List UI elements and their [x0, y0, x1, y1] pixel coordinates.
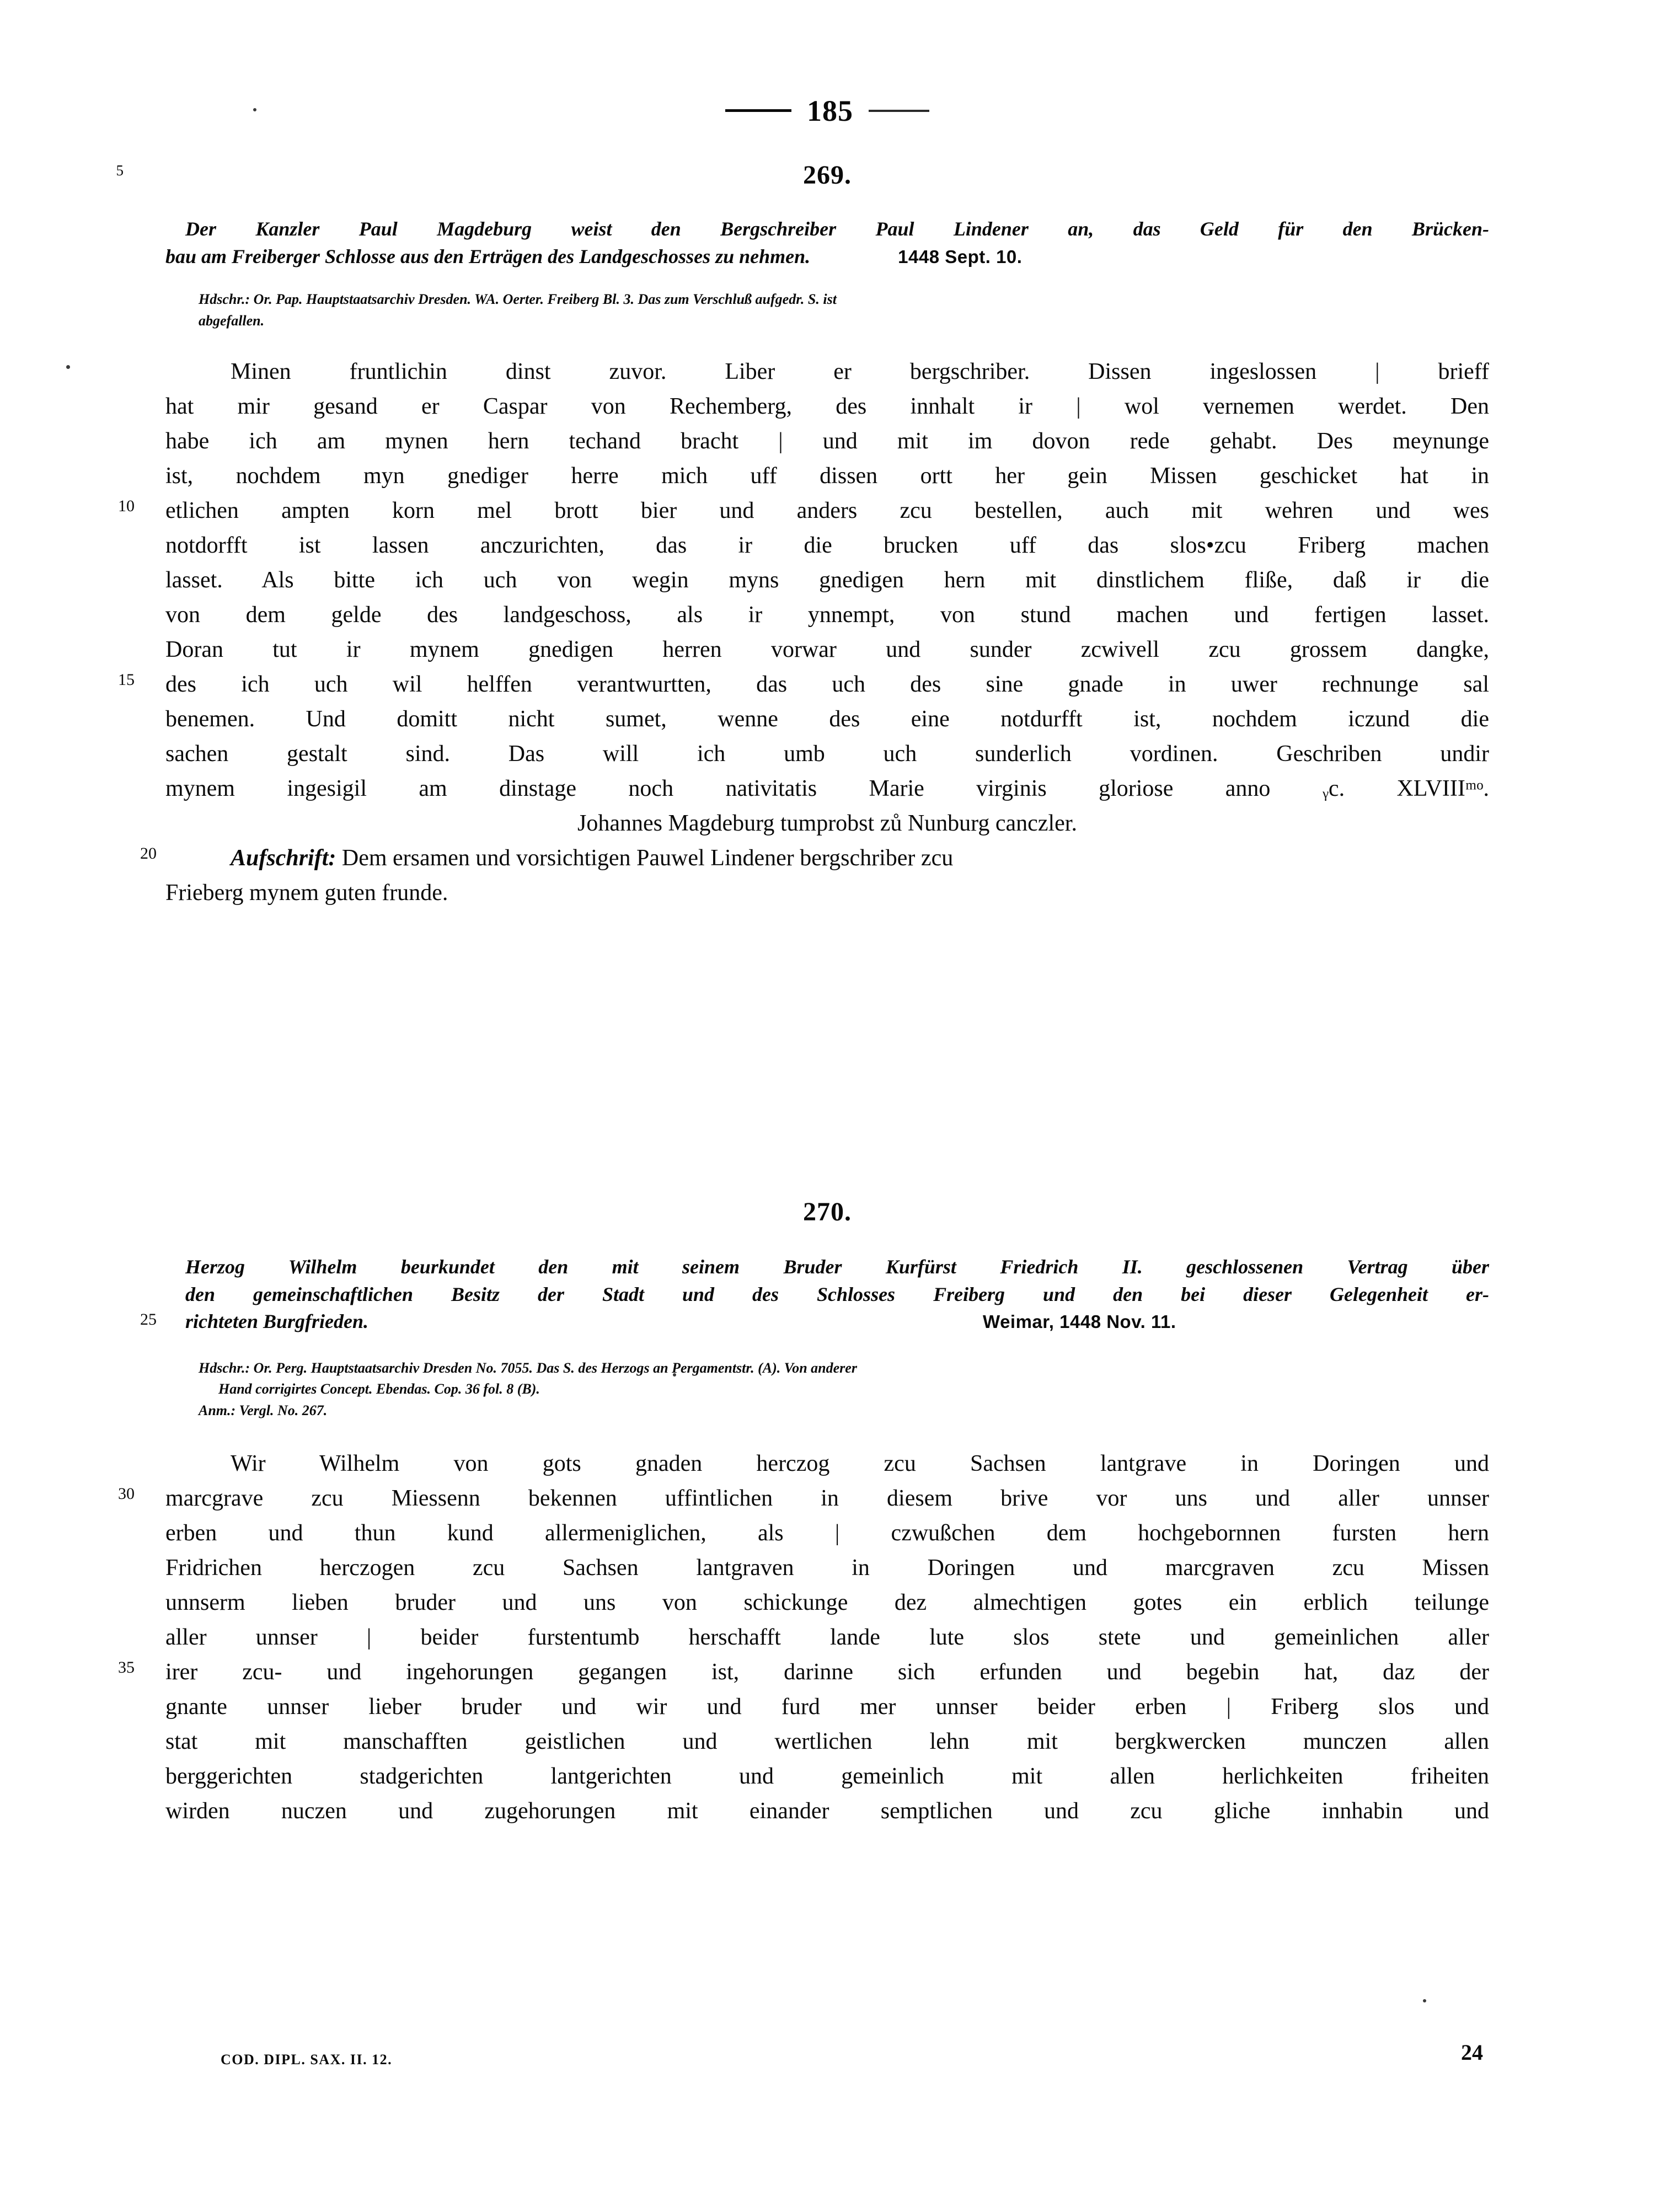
body-line: 10 etlichen ampten korn mel brott bier und anders zcu bestellen, auch mit wehren und wes	[165, 494, 1489, 528]
charter-269	[116, 160, 1489, 910]
body-line: ist, nochdem myn gnediger herre mich uff dissen ortt her gein Missen geschicket hat in	[165, 463, 1489, 489]
body-line: unnserm lieben bruder und uns von schickunge dez almechtigen gotes ein erblich teilunge	[165, 1590, 1489, 1616]
line-number: 20	[140, 844, 157, 863]
charter-body	[118, 355, 1489, 910]
line-number: 10	[118, 497, 135, 516]
body-line: berggerichten stadgerichten lantgerichten und gemeinlich mit allen herlichkeiten friheiten	[165, 1764, 1489, 1790]
body-line: erben und thun kund allermeniglichen, als | czwußchen dem hochgebornnen fursten hern	[165, 1520, 1489, 1546]
running-head	[165, 94, 1489, 128]
body-line-address: 20 Aufschrift: Dem ersamen und vorsichtigen Pauwel Lindener bergschriber zcu	[165, 841, 1489, 876]
body-line: Doran tut ir mynem gnedigen herren vorwar und sunder zcwivell zcu grossem dangke,	[165, 637, 1489, 663]
charter-headnote	[140, 1254, 1489, 1336]
headnote-line: Herzog Wilhelm beurkundet den mit seinem Bruder Kurfürst Friedrich II. geschlossenen Vertrag über	[185, 1256, 1489, 1278]
headnote-line: 25 richteten Burgfrieden. Weimar, 1448 Nov. 11.	[185, 1308, 1489, 1336]
body-line: wirden nuczen und zugehorungen mit einander semptlichen und zcu gliche innhabin und	[165, 1798, 1489, 1824]
line-number: 25	[140, 1310, 157, 1329]
headnote-line: Der Kanzler Paul Magdeburg weist den Bergschreiber Paul Lindener an, das Geld für den Brücken-	[185, 218, 1489, 240]
charter-270	[118, 1197, 1489, 1829]
headnote-line: bau am Freiberger Schlosse aus den Erträgen des Landgeschosses zu nehmen. 1448 Sept. 10.	[165, 245, 1023, 267]
headnote-dateline: 1448 Sept. 10.	[898, 246, 1023, 267]
scan-speck	[1423, 1999, 1426, 2002]
page-number: 185	[807, 94, 853, 127]
source-note-line: Hdschr.: Or. Pap. Hauptstaatsarchiv Dresden. WA. Oerter. Freiberg Bl. 3. Das zum Verschluß aufgedr. S. ist	[199, 291, 837, 308]
body-line-signature: Johannes Magdeburg tumprobst zů Nunburg canczler.	[577, 811, 1077, 837]
body-line: aller unnser | beider furstentumb herschafft lande lute slos stete und gemeinlichen aller	[165, 1625, 1489, 1651]
charter-source-note	[165, 1358, 1489, 1421]
headnote-dateline: Weimar, 1448 Nov. 11.	[983, 1311, 1176, 1332]
source-note-line: Hdschr.: Or. Perg. Hauptstaatsarchiv Dresden No. 7055. Das S. des Herzogs an Pergamentstr. (A). Von anderer	[199, 1360, 857, 1377]
charter-headnote	[165, 216, 1489, 270]
body-line: 30 marcgrave zcu Miessenn bekennen uffintlichen in diesem brive vor uns und aller unnser	[165, 1481, 1489, 1516]
line-number: 35	[118, 1658, 135, 1677]
source-note-line: Anm.: Vergl. No. 267.	[199, 1402, 328, 1418]
body-line: benemen. Und domitt nicht sumet, wenne des eine notdurfft ist, nochdem iczund die	[165, 706, 1489, 732]
rule-right	[869, 110, 929, 112]
body-line: Wir Wilhelm von gots gnaden herczog zcu Sachsen lantgrave in Doringen und	[231, 1451, 1489, 1477]
body-line: sachen gestalt sind. Das will ich umb uch sunderlich vordinen. Geschriben undir	[165, 741, 1489, 767]
charter-number: 270.	[803, 1197, 852, 1226]
body-line: von dem gelde des landgeschoss, als ir ynnempt, von stund machen und fertigen lasset.	[165, 602, 1489, 628]
scan-speck	[66, 365, 70, 369]
line-number: 5	[116, 162, 124, 179]
body-line: gnante unnser lieber bruder und wir und furd mer unnser beider erben | Friberg slos und	[165, 1694, 1489, 1720]
body-line: notdorfft ist lassen anczurichten, das ir die brucken uff das slos•zcu Friberg machen	[165, 533, 1489, 559]
footer-signature: COD. DIPL. SAX. II. 12.	[221, 2052, 393, 2068]
body-line: 35 irer zcu- und ingehorungen gegangen ist, darinne sich erfunden und begebin hat, daz der	[165, 1655, 1489, 1690]
source-note-line: 5 abgefallen.	[199, 310, 1489, 331]
body-line: 15 des ich uch wil helffen verantwurtten, das uch des sine gnade in uwer rechnunge sal	[165, 667, 1489, 702]
headnote-line: den gemeinschaftlichen Besitz der Stadt und des Schlosses Freiberg und den bei dieser Gelegenheit er-	[185, 1283, 1489, 1305]
footer-page-number: 24	[1461, 2040, 1483, 2065]
body-line: lasset. Als bitte ich uch von wegin myns gnedigen hern mit dinstlichem fliße, daß ir die	[165, 567, 1489, 593]
charter-body	[118, 1447, 1489, 1829]
line-number: 30	[118, 1485, 135, 1503]
body-line-address: Frieberg mynem guten frunde.	[165, 880, 448, 906]
charter-number: 269.	[803, 160, 852, 190]
body-line: hat mir gesand er Caspar von Rechemberg, des innhalt ir | wol vernemen werdet. Den	[165, 394, 1489, 420]
body-line: Fridrichen herczogen zcu Sachsen lantgraven in Doringen und marcgraven zcu Missen	[165, 1555, 1489, 1581]
body-line: mynem ingesigil am dinstage noch nativitatis Marie virginis gloriose anno ᵧc. XLVIIIᵐᵒ.	[165, 776, 1489, 802]
address-label: Aufschrift:	[231, 845, 336, 871]
body-line: stat mit manschafften geistlichen und wertlichen lehn mit bergkwercken munczen allen	[165, 1729, 1489, 1755]
body-line: habe ich am mynen hern techand bracht | und mit im dovon rede gehabt. Des meynunge	[165, 429, 1489, 454]
rule-left	[725, 109, 791, 112]
source-note-line: Hand corrigirtes Concept. Ebendas. Cop. 36 fol. 8 (B).	[218, 1381, 540, 1397]
line-number: 15	[118, 671, 135, 689]
body-line: Minen fruntlichin dinst zuvor. Liber er bergschriber. Dissen ingeslossen | brieff	[231, 359, 1489, 385]
